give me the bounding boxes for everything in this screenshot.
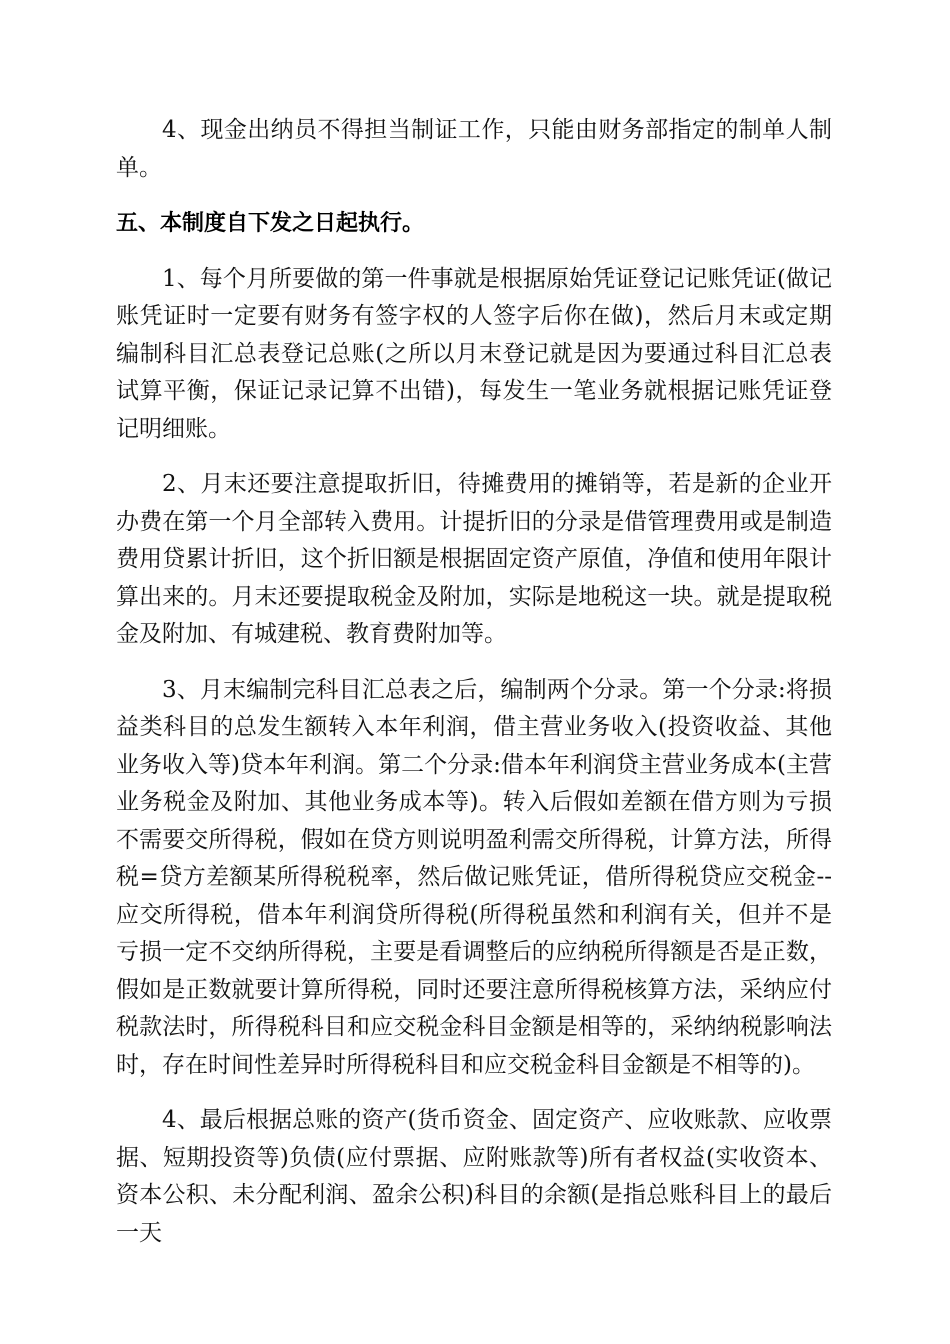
paragraph-cashier-rule: 4、现金出纳员不得担当制证工作，只能由财务部指定的制单人制单。 [116, 117, 832, 181]
section-heading-five: 五、本制度自下发之日起执行。 [116, 211, 425, 236]
paragraph-step-1: 1、每个月所要做的第一件事就是根据原始凭证登记记账凭证(做记账凭证时一定要有财务有签字权的人签字后你在做)，然后月末或定期编制科目汇总表登记总账(之所以月末登记就是因为要通过科目汇总表试算平衡，保证记录记算不出错)，每发生一笔业务就根据记账凭证登记明细账。 [116, 265, 832, 442]
document-body [116, 112, 832, 1270]
paragraph-step-3: 3、月末编制完科目汇总表之后，编制两个分录。第一个分录:将损益类科目的总发生额转入本年利润，借主营业务收入(投资收益、其他业务收入等)贷本年利润。第二个分录:借本年利润贷主营业务成本(主营业务税金及附加、其他业务成本等)。转入后假如差额在借方则为亏损不需要交所得税，假如在贷方则说明盈利需交所得税，计算方法，所得税=贷方差额某所得税税率，然后做记账凭证，借所得税贷应交税金--应交所得税，借本年利润贷所得税(所得税虽然和利润有关，但并不是亏损一定不交纳所得税，主要是看调整后的应纳税所得额是否是正数，假如是正数就要计算所得税，同时还要注意所得税核算方法，采纳应付税款法时，所得税科目和应交税金科目金额是相等的，采纳纳税影响法时，存在时间性差异时所得税科目和应交税金科目金额是不相等的)。 [116, 676, 832, 1078]
paragraph-step-2: 2、月末还要注意提取折旧，待摊费用的摊销等，若是新的企业开办费在第一个月全部转入费用。计提折旧的分录是借管理费用或是制造费用贷累计折旧，这个折旧额是根据固定资产原值，净值和使用年限计算出来的。月末还要提取税金及附加，实际是地税这一块。就是提取税金及附加、有城建税、教育费附加等。 [116, 471, 832, 647]
paragraph-step-4: 4、最后根据总账的资产(货币资金、固定资产、应收账款、应收票据、短期投资等)负债(应付票据、应附账款等)所有者权益(实收资本、资本公积、未分配利润、盈余公积)科目的余额(是指总账科目上的最后一天 [116, 1107, 832, 1246]
